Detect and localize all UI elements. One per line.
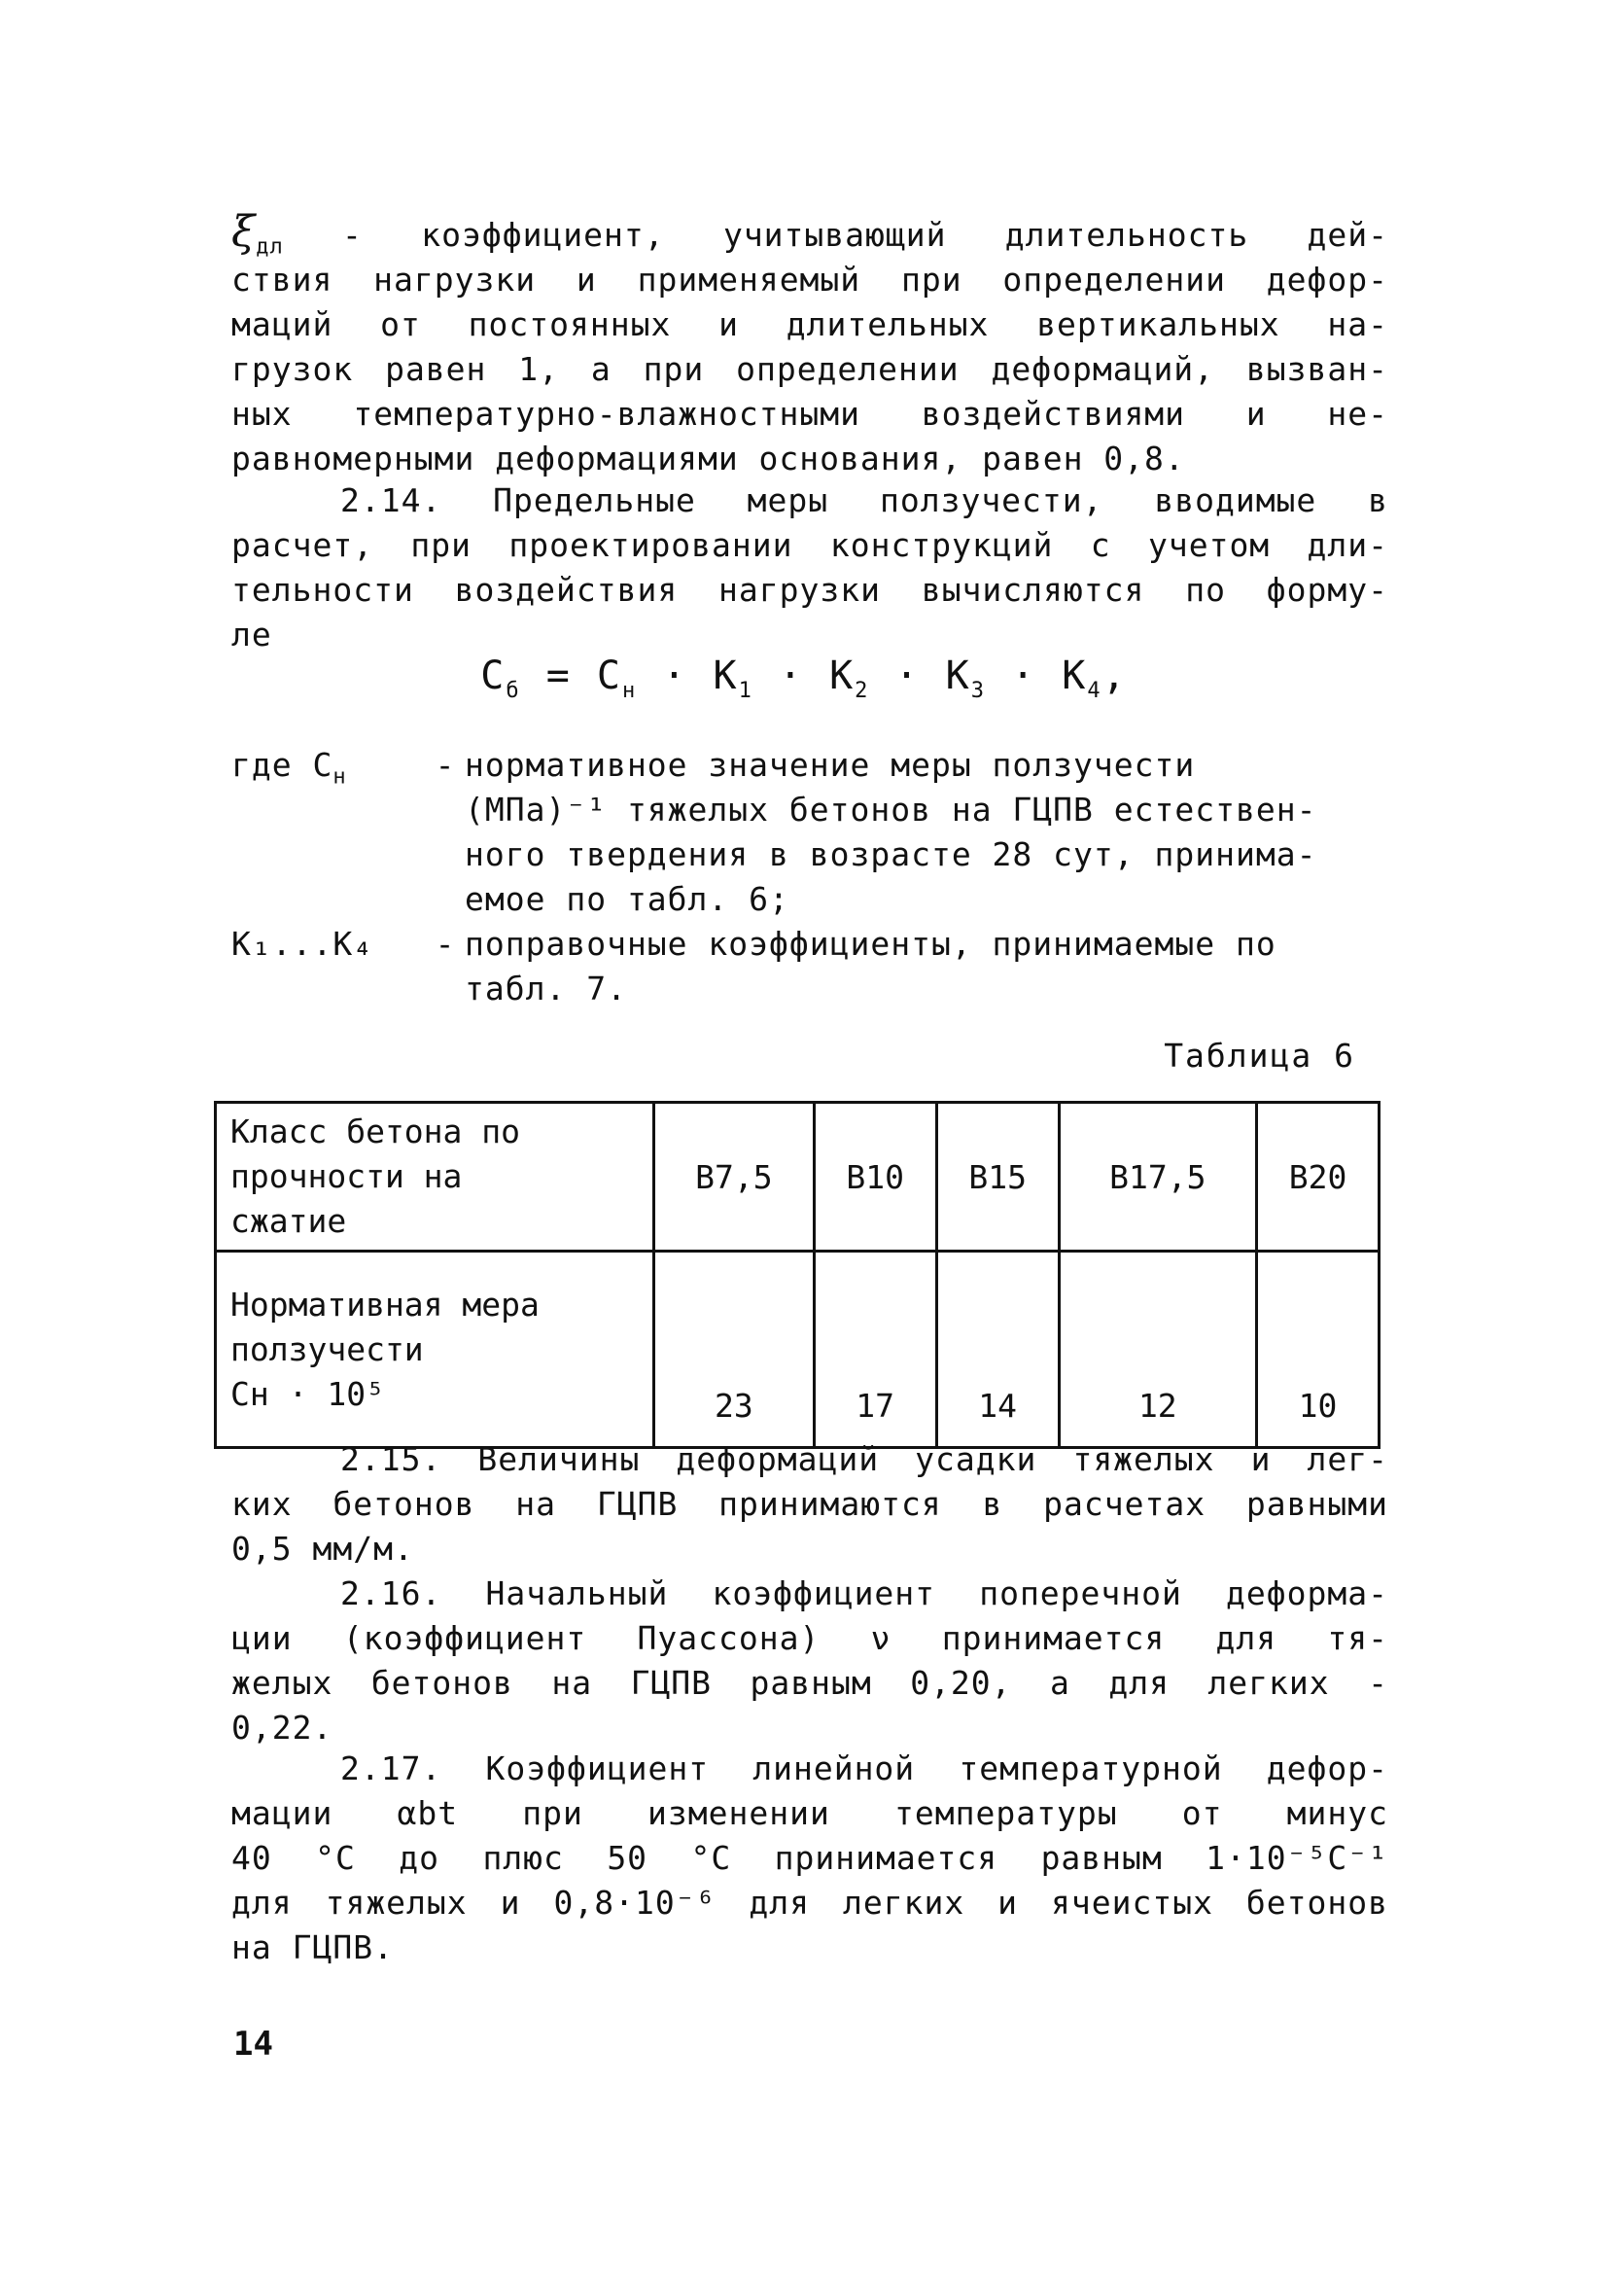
table-header-row xyxy=(216,1103,1380,1252)
text-line: 0,5 мм/м. xyxy=(231,1530,414,1568)
formula-k2: 2 xyxy=(855,679,870,703)
formula-k4: 4 xyxy=(1087,679,1102,703)
xi-subscript: дл xyxy=(256,234,284,260)
text-line: для тяжелых и 0,8·10⁻⁶ для легких и ячеистых бетонов xyxy=(231,1884,1388,1922)
xi-line-1: - коэффициент, учитывающий длительность дей- xyxy=(283,216,1388,254)
definition-term: K₁...K₄ xyxy=(231,925,374,963)
definition-k xyxy=(231,922,1388,1011)
table-value-cell: 10 xyxy=(1257,1252,1380,1448)
definition-cn xyxy=(231,743,1388,922)
table-value-cell: 17 xyxy=(814,1252,936,1448)
table-value-cell: 23 xyxy=(654,1252,815,1448)
formula-k3: 3 xyxy=(970,679,987,703)
formula-dot: · xyxy=(986,653,1063,698)
table-row xyxy=(216,1252,1380,1448)
table-value-cell: 14 xyxy=(936,1252,1059,1448)
text-line: грузок равен 1, а при определении деформаций, вызван- xyxy=(231,350,1388,388)
xi-symbol: ξ xyxy=(231,207,257,257)
formula-c: C xyxy=(596,653,622,698)
formula-dot: · xyxy=(637,653,714,698)
text-line: мации αbt при изменении температуры от минус xyxy=(231,1794,1388,1832)
table-class-cell: B20 xyxy=(1257,1103,1380,1252)
formula-dot: · xyxy=(752,653,830,698)
paragraph-2-14 xyxy=(231,478,1388,657)
formula-k1: 1 xyxy=(738,679,753,703)
paragraph-xi-coefficient xyxy=(231,207,1388,481)
table-caption: Таблица 6 xyxy=(1164,1037,1355,1075)
text-line: 2.14. Предельные меры ползучести, вводимые в xyxy=(340,481,1388,519)
definition-text: нормативное значение меры ползучести (МПа)⁻¹ тяжелых бетонов на ГЦПВ естествен- ного твердения в возрасте 28 сут, принима- емое по табл. 6; xyxy=(465,746,1317,918)
formula-eq: = xyxy=(520,653,597,698)
text-line: 2.15. Величины деформаций усадки тяжелых и лег- xyxy=(340,1440,1388,1478)
text-line: 2.16. Начальный коэффициент поперечной деформа- xyxy=(340,1574,1388,1612)
table-row-label: Нормативная мера ползучести Cн · 10⁵ xyxy=(216,1252,654,1448)
text-line: маций от постоянных и длительных вертикальных на- xyxy=(231,305,1388,343)
definition-text: поправочные коэффициенты, принимаемые по табл. 7. xyxy=(465,925,1276,1007)
definition-dash: - xyxy=(435,746,456,784)
formula-end: , xyxy=(1101,653,1128,698)
text-line: тельности воздействия нагрузки вычисляются по форму- xyxy=(231,571,1388,609)
table-header-label: Класс бетона по прочности на сжатие xyxy=(216,1103,654,1252)
text-line: ствия нагрузки и применяемый при определении дефор- xyxy=(231,261,1388,299)
formula-k: K xyxy=(713,653,739,698)
table-class-cell: B15 xyxy=(936,1103,1059,1252)
table-6 xyxy=(214,1101,1381,1449)
text-line: ких бетонов на ГЦПВ принимаются в расчетах равными xyxy=(231,1485,1388,1523)
formula-k: K xyxy=(829,653,856,698)
creep-formula xyxy=(0,653,1608,703)
formula-lhs-sub: б xyxy=(506,679,521,703)
formula-lhs: C xyxy=(480,653,507,698)
text-line: равномерными деформациями основания, равен 0,8. xyxy=(231,440,1185,477)
text-line: 0,22. xyxy=(231,1709,333,1747)
text-line: на ГЦПВ. xyxy=(231,1928,394,1966)
text-line: ции (коэффициент Пуассона) ν принимается для тя- xyxy=(231,1619,1388,1657)
page-number: 14 xyxy=(233,2025,273,2064)
text-line: расчет, при проектировании конструкций с учетом дли- xyxy=(231,526,1388,564)
formula-k: K xyxy=(1062,653,1088,698)
text-line: ле xyxy=(231,616,272,653)
formula-dot: · xyxy=(869,653,946,698)
paragraph-2-16 xyxy=(231,1572,1388,1750)
formula-c-sub: н xyxy=(621,679,638,703)
table-class-cell: B17,5 xyxy=(1059,1103,1256,1252)
text-line: 40 °C до плюс 50 °C принимается равным 1·10⁻⁵C⁻¹ xyxy=(231,1839,1388,1877)
paragraph-2-15 xyxy=(231,1437,1388,1572)
table-value-cell: 12 xyxy=(1059,1252,1256,1448)
formula-k: K xyxy=(945,653,971,698)
paragraph-2-17 xyxy=(231,1747,1388,1970)
definition-dash: - xyxy=(435,925,456,963)
text-line: 2.17. Коэффициент линейной температурной дефор- xyxy=(340,1749,1388,1787)
text-line: ных температурно-влажностными воздействиями и не- xyxy=(231,395,1388,433)
table-class-cell: B7,5 xyxy=(654,1103,815,1252)
definitions-list xyxy=(231,743,1388,1011)
text-line: желых бетонов на ГЦПВ равным 0,20, а для легких - xyxy=(231,1664,1388,1702)
table-class-cell: B10 xyxy=(814,1103,936,1252)
definition-term: где $C_н$ xyxy=(231,746,347,790)
